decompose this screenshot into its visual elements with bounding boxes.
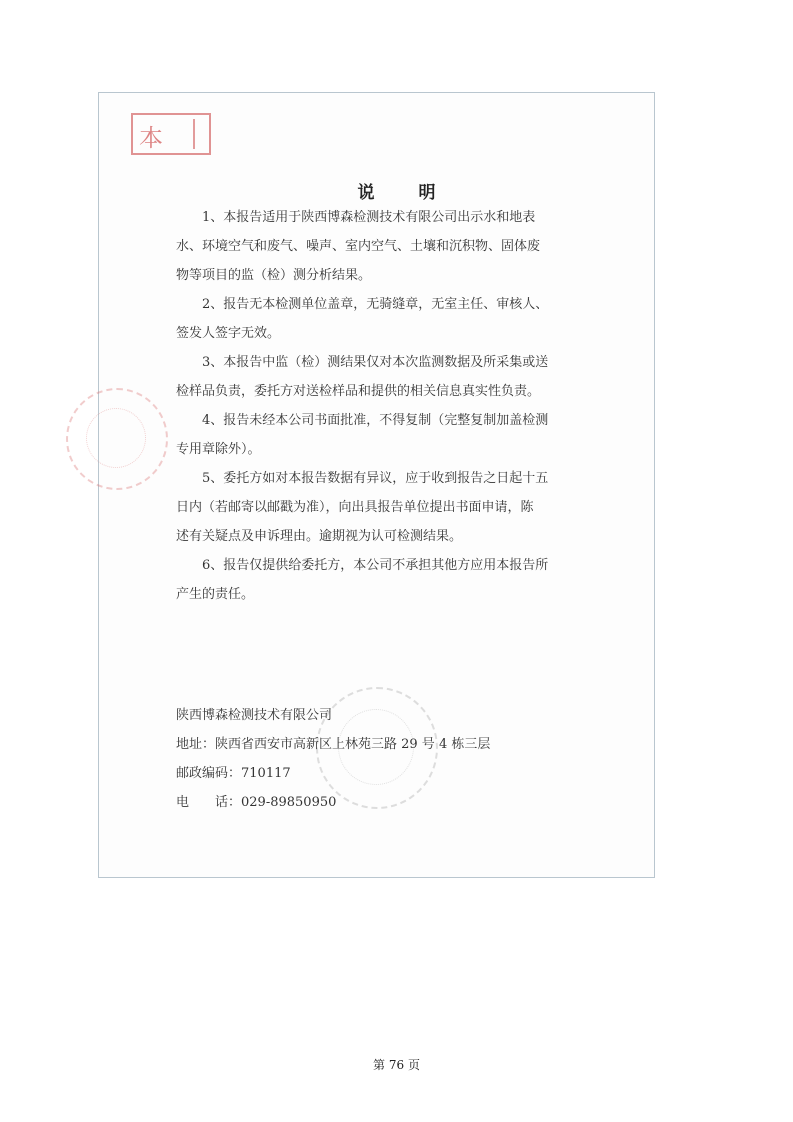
phone-label-2: 话：029-89850950 (215, 795, 337, 810)
paragraph-3 (176, 348, 588, 406)
paragraph-line: 产生的责任。 (176, 587, 255, 602)
paragraph-6 (176, 551, 588, 609)
seal-inner-ring (86, 408, 146, 468)
paragraph-line: 6、报告仅提供给委托方，本公司不承担其他方应用本报告所 (202, 558, 549, 573)
paragraph-line: 4、报告未经本公司书面批准，不得复制（完整复制加盖检测 (202, 413, 549, 428)
stamp-stroke (193, 119, 195, 149)
paragraph-line: 物等项目的监（检）测分析结果。 (176, 268, 372, 283)
paragraph-2 (176, 290, 588, 348)
stamp-mark (131, 113, 211, 155)
paragraph-1 (176, 203, 588, 290)
paragraph-5 (176, 464, 588, 551)
paragraph-line: 述有关疑点及申诉理由。逾期视为认可检测结果。 (176, 529, 463, 544)
phone-line (176, 791, 336, 810)
company-name: 陕西博森检测技术有限公司 (176, 708, 333, 723)
paragraph-line: 签发人签字无效。 (176, 326, 281, 341)
paragraph-4 (176, 406, 588, 464)
stamp-char: 本 (139, 124, 163, 152)
paragraph-line: 3、本报告中监（检）测结果仅对本次监测数据及所采集或送 (202, 355, 549, 370)
red-seal-partial (66, 388, 168, 490)
paragraph-line: 1、本报告适用于陕西博森检测技术有限公司出示水和地表 (202, 210, 536, 225)
page-title: 说明 (357, 183, 480, 203)
page-number: 第 76 页 (373, 1058, 420, 1072)
paragraph-line: 检样品负责，委托方对送检样品和提供的相关信息真实性负责。 (176, 384, 541, 399)
postal-code: 邮政编码：710117 (176, 766, 291, 781)
paragraph-line: 日内（若邮寄以邮戳为准），向出具报告单位提出书面申请，陈 (176, 500, 534, 515)
paragraph-line: 专用章除外）。 (176, 442, 261, 457)
paragraph-line: 2、报告无本检测单位盖章，无骑缝章，无室主任、审核人、 (202, 297, 549, 312)
company-address: 地址：陕西省西安市高新区上林苑三路 29 号 4 栋三层 (176, 737, 491, 752)
paragraph-line: 5、委托方如对本报告数据有异议，应于收到报告之日起十五 (202, 471, 549, 486)
paragraph-line: 水、环境空气和废气、噪声、室内空气、土壤和沉积物、固体废 (176, 239, 541, 254)
phone-label-1: 电 (176, 795, 190, 810)
